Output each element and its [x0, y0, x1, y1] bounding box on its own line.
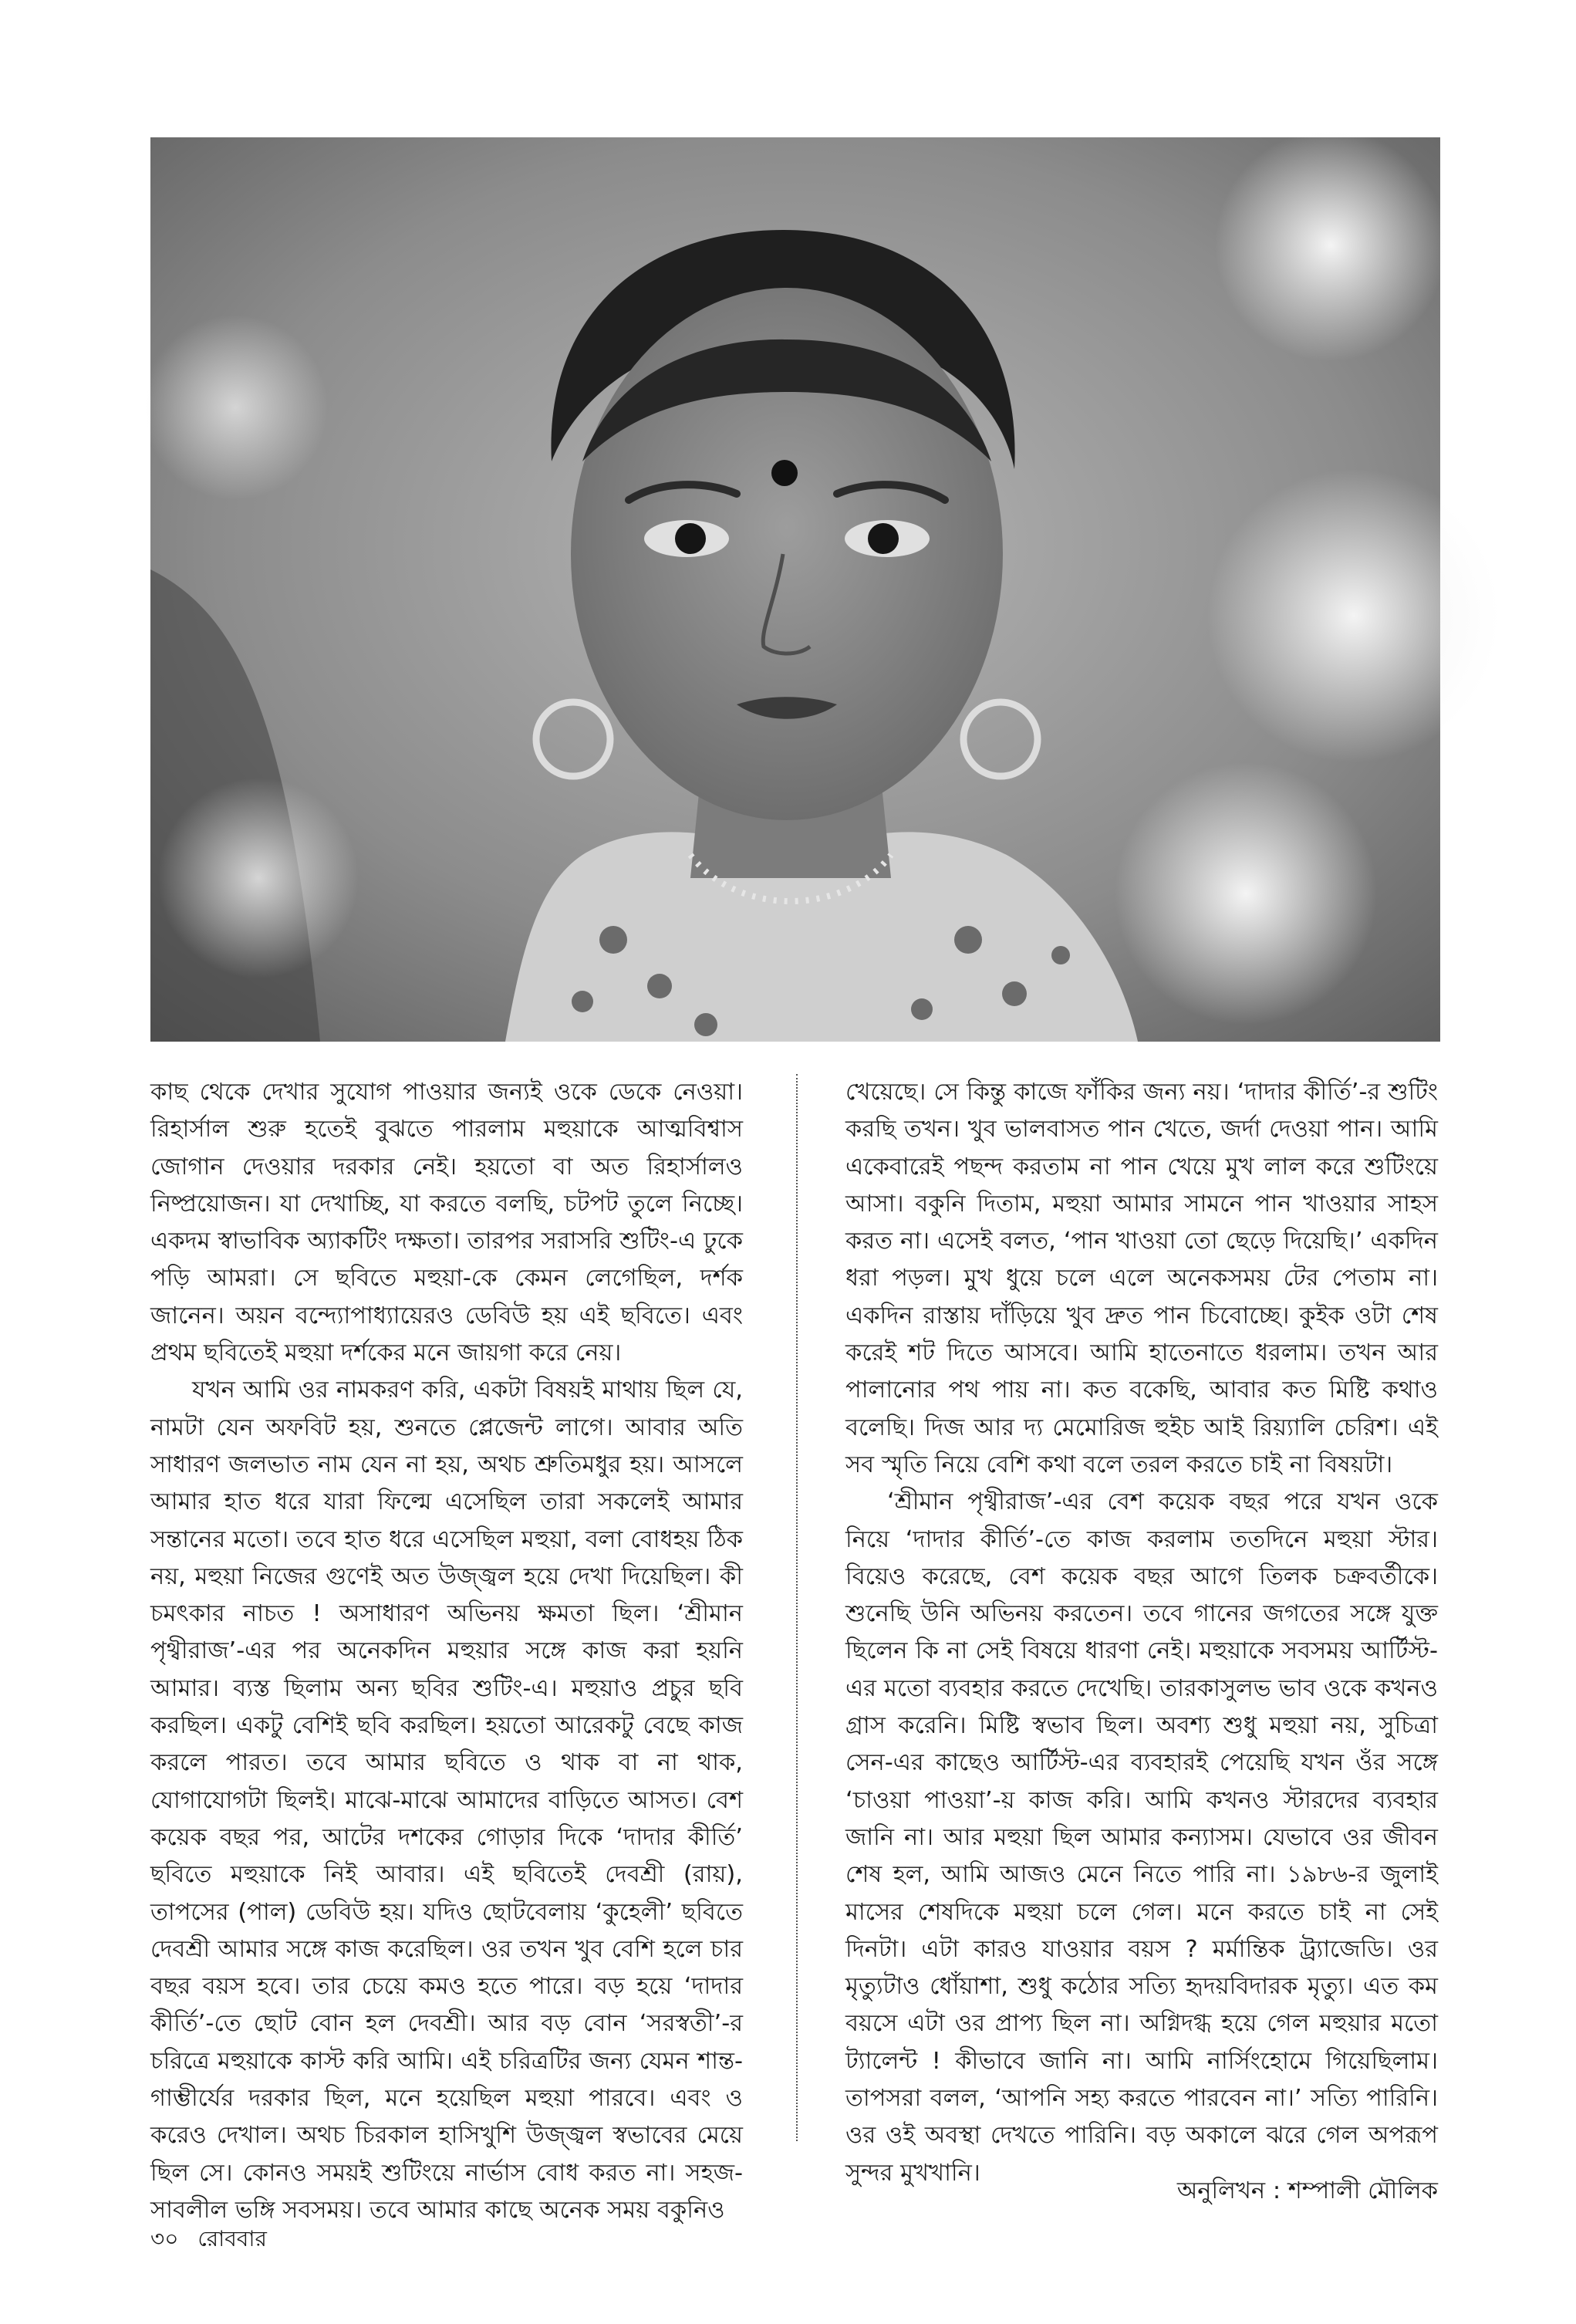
magazine-name: রোববার [197, 2226, 267, 2251]
page-number: ৩০ [150, 2226, 179, 2251]
paragraph: ‘শ্রীমান পৃথ্বীরাজ’-এর বেশ কয়েক বছর পরে যখন ওকে নিয়ে ‘দাদার কীর্তি’-তে কাজ করলাম ততদিনে মহুয়া স্টার। বিয়েও করেছে, বেশ কয়েক বছর আগে তিলক চক্রবর্তীকে। শুনেছি উনি অভিনয় করতেন। তবে গানের জগতের সঙ্গে যুক্ত ছিলেন কি না সেই বিষয়ে ধারণা নেই। মহুয়াকে সবসময় আর্টিস্ট-এর মতো ব্যবহার করতে দেখেছি। তারকাসুলভ ভাব ওকে কখনও গ্রাস করেনি। মিষ্টি স্বভাব ছিল। অবশ্য শুধু মহুয়া নয়, সুচিত্রা সেন-এর কাছেও আর্টিস্ট-এর ব্যবহারই পেয়েছি যখন ওঁর সঙ্গে ‘চাওয়া পাওয়া’-য় কাজ করি। আমি কখনও স্টারদের ব্যবহার জানি না। আর মহুয়া ছিল আমার কন্যাসম। যেভাবে ওর জীবন শেষ হল, আমি আজও মেনে নিতে পারি না। ১৯৮৬-র জুলাই মাসের শেষদিকে মহুয়া চলে গেল। মনে করতে চাই না সেই দিনটা। এটা কারও যাওয়ার বয়স ? মর্মান্তিক ট্র্যাজেডি। ওর মৃত্যুটাও ধোঁয়াশা, শুধু কঠোর সত্যি হৃদয়বিদারক মৃত্যু। এত কম বয়সে এটা ওর প্রাপ্য ছিল না। অগ্নিদগ্ধ হয়ে গেল মহুয়ার মতো ট্যালেন্ট ! কীভাবে জানি না। আমি নার্সিংহোমে গিয়েছিলাম। তাপসরা বলল, ‘আপনি সহ্য করতে পারবেন না।’ সত্যি পারিনি। ওর ওই অবস্থা দেখতে পারিনি। বড় অকালে ঝরে গেল অপরূপ সুন্দর মুখখানি। [845, 1488, 1438, 2187]
article-column-left [150, 1074, 743, 2224]
portrait-photo [150, 137, 1440, 1042]
paragraph: কাছ থেকে দেখার সুযোগ পাওয়ার জন্যই ওকে ডেকে নেওয়া। রিহার্সাল শুরু হতেই বুঝতে পারলাম মহুয়াকে আত্মবিশ্বাস জোগান দেওয়ার দরকার নেই। হয়তো বা অত রিহার্সালও নিষ্প্রয়োজন। যা দেখাচ্ছি, যা করতে বলছি, চটপট তুলে নিচ্ছে। একদম স্বাভাবিক অ্যাকটিং দক্ষতা। তারপর সরাসরি শুটিং-এ ঢুকে পড়ি আমরা। সে ছবিতে মহুয়া-কে কেমন লেগেছিল, দর্শক জানেন। অয়ন বন্দ্যোপাধ্যায়েরও ডেবিউ হয় এই ছবিতে। এবং প্রথম ছবিতেই মহুয়া দর্শকের মনে জায়গা করে নেয়। [150, 1079, 743, 1367]
article-column-right [845, 1074, 1438, 2187]
page-footer [150, 2224, 267, 2255]
transcription-credit: অনুলিখন : শম্পালী মৌলিক [1176, 2177, 1438, 2204]
paragraph: যখন আমি ওর নামকরণ করি, একটা বিষয়ই মাথায় ছিল যে, নামটা যেন অফবিট হয়, শুনতে প্লেজেন্ট লাগে। আবার অতি সাধারণ জলভাত নাম যেন না হয়, অথচ শ্রুতিমধুর হয়। আসলে আমার হাত ধরে যারা ফিল্মে এসেছিল তারা সকলেই আমার সন্তানের মতো। তবে হাত ধরে এসেছিল মহুয়া, বলা বোধহয় ঠিক নয়, মহুয়া নিজের গুণেই অত উজ্জ্বল হয়ে দেখা দিয়েছিল। কী চমৎকার নাচত ! অসাধারণ অভিনয় ক্ষমতা ছিল। ‘শ্রীমান পৃথ্বীরাজ’-এর পর অনেকদিন মহুয়ার সঙ্গে কাজ করা হয়নি আমার। ব্যস্ত ছিলাম অন্য ছবির শুটিং-এ। মহুয়াও প্রচুর ছবি করছিল। একটু বেশিই ছবি করছিল। হয়তো আরেকটু বেছে কাজ করলে পারত। তবে আমার ছবিতে ও থাক বা না থাক, যোগাযোগটা ছিলই। মাঝে-মাঝে আমাদের বাড়িতে আসত। বেশ কয়েক বছর পর, আটের দশকের গোড়ার দিকে ‘দাদার কীর্তি’ ছবিতে মহুয়াকে নিই আবার। এই ছবিতেই দেবশ্রী (রায়), তাপসের (পাল) ডেবিউ হয়। যদিও ছোটবেলায় ‘কুহেলী’ ছবিতে দেবশ্রী আমার সঙ্গে কাজ করেছিল। ওর তখন খুব বেশি হলে চার বছর বয়স হবে। তার চেয়ে কমও হতে পারে। বড় হয়ে ‘দাদার কীর্তি’-তে ছোট বোন হল দেবশ্রী। আর বড় বোন ‘সরস্বতী’-র চরিত্রে মহুয়াকে কাস্ট করি আমি। এই চরিত্রটির জন্য যেমন শান্ত-গাম্ভীর্যের দরকার ছিল, মনে হয়েছিল মহুয়া পারবে। এবং ও করেও দেখাল। অথচ চিরকাল হাসিখুশি উজ্জ্বল স্বভাবের মেয়ে ছিল সে। কোনও সময়ই শুটিংয়ে নার্ভাস বোধ করত না। সহজ-সাবলীল ভঙ্গি সবসময়। তবে আমার কাছে অনেক সময় বকুনিও [150, 1376, 743, 2224]
column-divider [796, 1074, 798, 2141]
portrait-illustration [150, 137, 1440, 1042]
paragraph: খেয়েছে। সে কিন্তু কাজে ফাঁকির জন্য নয়। ‘দাদার কীর্তি’-র শুটিং করছি তখন। খুব ভালবাসত পান খেতে, জর্দা দেওয়া পান। আমি একেবারেই পছন্দ করতাম না পান খেয়ে মুখ লাল করে শুটিংয়ে আসা। বকুনি দিতাম, মহুয়া আমার সামনে পান খাওয়ার সাহস করত না। এসেই বলত, ‘পান খাওয়া তো ছেড়ে দিয়েছি।’ একদিন ধরা পড়ল। মুখ ধুয়ে চলে এলে অনেকসময় টের পেতাম না। একদিন রাস্তায় দাঁড়িয়ে খুব দ্রুত পান চিবোচ্ছে। কুইক ওটা শেষ করেই শট দিতে আসবে। আমি হাতেনাতে ধরলাম। তখন আর পালানোর পথ পায় না। কত বকেছি, আবার কত মিষ্টি কথাও বলেছি। দিজ আর দ্য মেমোরিজ হুইচ আই রিয়্যালি চেরিশ। এই সব স্মৃতি নিয়ে বেশি কথা বলে তরল করতে চাই না বিষয়টা। [845, 1079, 1438, 1478]
